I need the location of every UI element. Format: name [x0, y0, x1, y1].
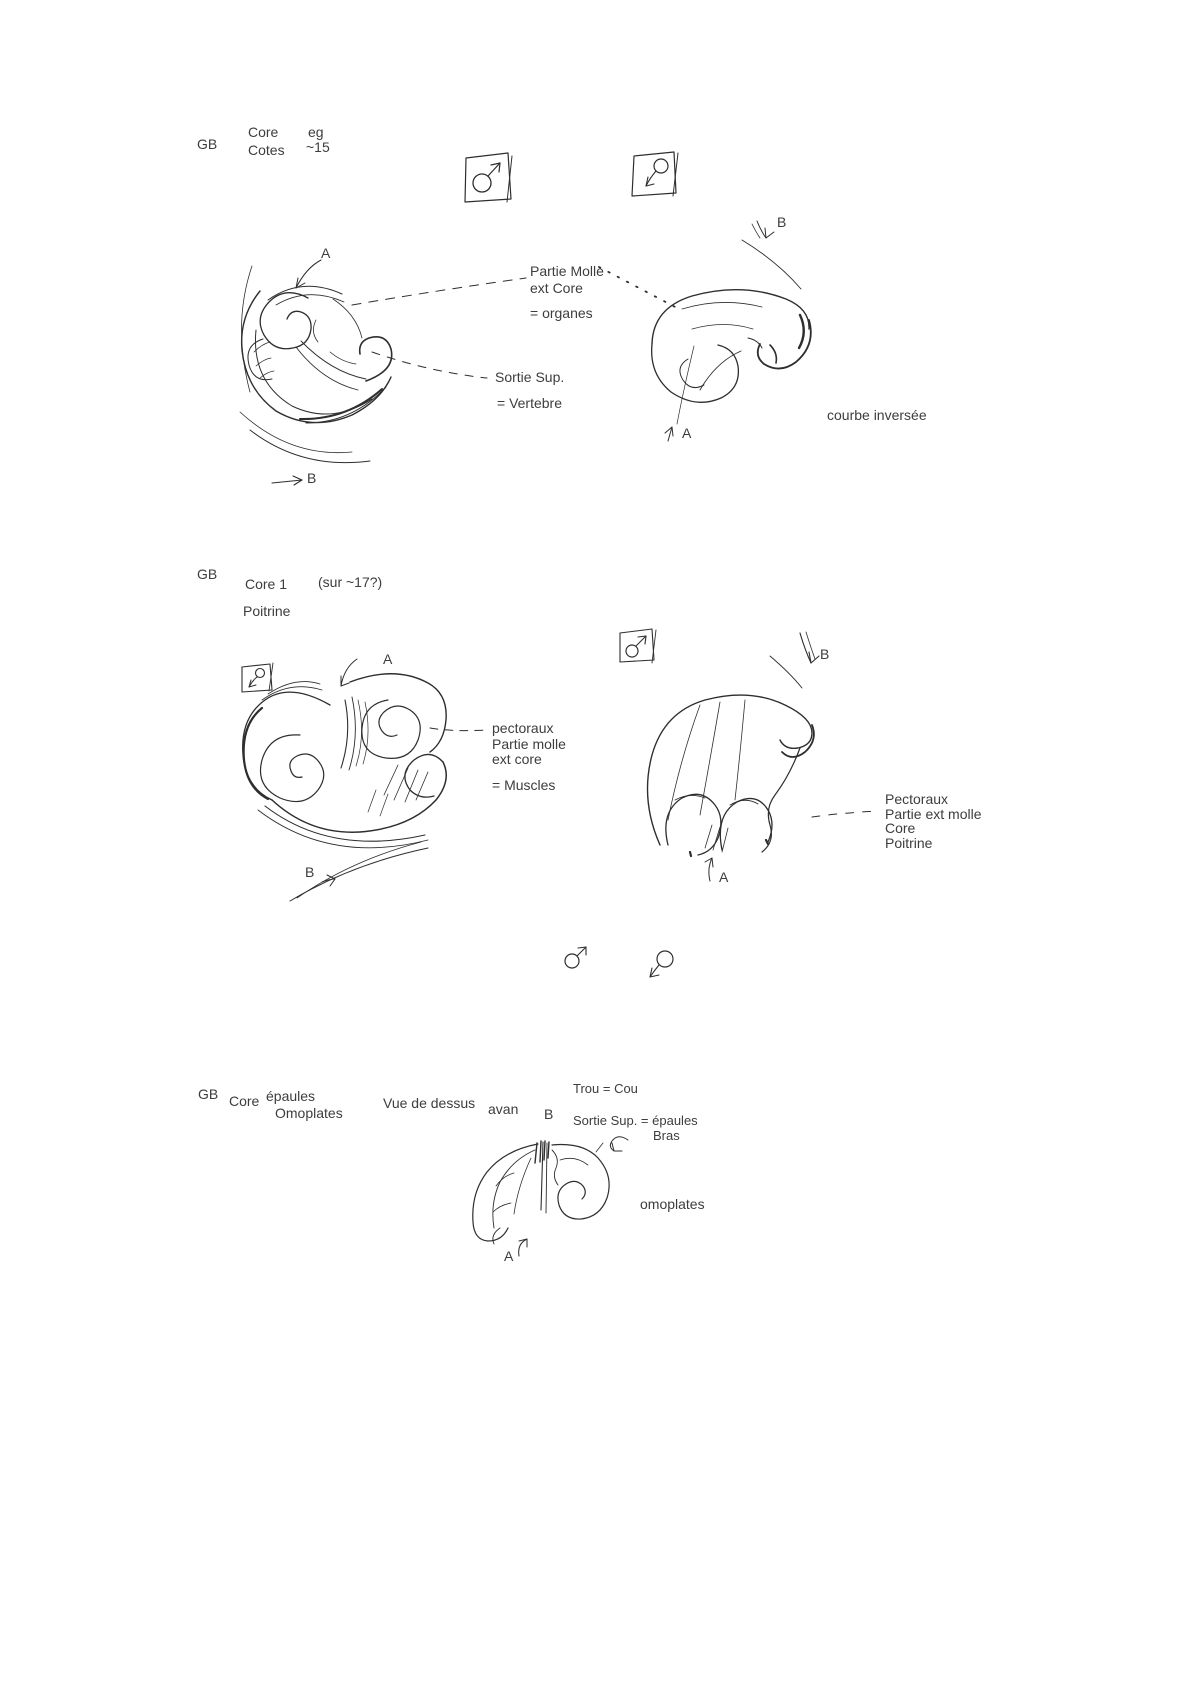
section3-marker-b: B: [544, 1106, 554, 1122]
section1-eg-label: eg: [308, 124, 324, 140]
annotation-ext-core-left: ext core: [492, 751, 542, 767]
section1-title-cotes: Cotes: [248, 142, 285, 158]
section1-count-label: ~15: [306, 139, 330, 155]
section1-marker-b-right: B: [777, 214, 787, 230]
arrow-a-section1-right: [665, 427, 673, 441]
section3-epaules: épaules: [266, 1088, 316, 1104]
orientation-box-male-icon-2: [620, 629, 656, 663]
section3-view-label: Vue de dessus: [383, 1095, 476, 1111]
orientation-box-small-icon: [242, 663, 273, 692]
section1-title-core: Core: [248, 124, 279, 140]
section1-gb-label: GB: [197, 136, 218, 152]
section3-avan-label: avan: [488, 1101, 519, 1117]
arrow-a-section2-left: [341, 659, 357, 686]
dotted-connector-section1-right: [599, 267, 679, 309]
note-bras: Bras: [653, 1128, 680, 1143]
section3-marker-a: A: [504, 1248, 514, 1264]
dashed-connector-vertebre: [372, 352, 487, 378]
arrow-b-section2-right: [770, 632, 819, 688]
section3-omoplates: Omoplates: [275, 1105, 343, 1121]
section2-marker-a-left: A: [383, 651, 393, 667]
pectoraux-front-sketch: [243, 674, 447, 848]
section2-title: Core 1: [245, 576, 288, 592]
annotation-core-right: Core: [885, 820, 916, 836]
arrow-b-section1-right: [742, 221, 801, 289]
arrow-a-section1-left: [296, 260, 321, 288]
section2-subtitle: Poitrine: [243, 603, 291, 619]
section2-gb-label: GB: [197, 566, 218, 582]
annotation-partie-ext-molle: Partie ext molle: [885, 806, 982, 822]
caption-courbe-inversee: courbe inversée: [827, 407, 927, 423]
annotation-pectoraux-left: pectoraux: [492, 720, 554, 736]
dashed-connector-pectoraux: [430, 728, 487, 731]
section3-gb-label: GB: [198, 1086, 219, 1102]
section2-marker-b-right: B: [820, 646, 830, 662]
section1-marker-a-left: A: [321, 245, 331, 261]
arrow-b-section1-left: [272, 476, 302, 485]
male-symbol-icon: [565, 947, 586, 968]
section2-marker-b-left: B: [305, 864, 315, 880]
orientation-box-male-icon: [465, 153, 512, 202]
orientation-box-arrow-down-icon: [632, 152, 678, 196]
section2-marker-a-right: A: [719, 869, 729, 885]
core-side-view-sketch: [240, 266, 392, 463]
annotation-partie-molle: Partie Molle: [530, 263, 604, 279]
annotation-vertebre: = Vertebre: [497, 395, 562, 411]
dashed-connector-pectoraux-right: [812, 811, 878, 817]
pectoraux-core-poitrine-sketch: [648, 695, 814, 856]
section3-title: Core: [229, 1093, 260, 1109]
core-inverted-curve-sketch: [652, 290, 811, 424]
circle-arrow-down-left-icon: [650, 951, 673, 977]
note-trou-cou: Trou = Cou: [573, 1081, 638, 1096]
annotation-pectoraux-right: Pectoraux: [885, 791, 949, 807]
annotation-sortie-sup: Sortie Sup.: [495, 369, 565, 385]
section1-marker-a-right: A: [682, 425, 692, 441]
arrow-a-section2-right: [705, 858, 713, 881]
note-sortie-sup-epaules: Sortie Sup. = épaules: [573, 1113, 698, 1128]
annotation-partie-molle-left: Partie molle: [492, 736, 566, 752]
annotation-ext-core: ext Core: [530, 280, 583, 296]
annotation-poitrine-right: Poitrine: [885, 835, 933, 851]
annotation-organes: = organes: [530, 305, 593, 321]
section2-note: (sur ~17?): [318, 574, 383, 590]
shoulders-top-view-sketch: [473, 1141, 609, 1244]
curl-arrow-a-icon: [519, 1239, 527, 1256]
section1-marker-b-left: B: [307, 470, 317, 486]
annotation-muscles: = Muscles: [492, 777, 556, 793]
caption-omoplates: omoplates: [640, 1196, 705, 1212]
dashed-connector-organes: [352, 278, 526, 305]
curl-arrow-top-icon: [610, 1137, 628, 1151]
